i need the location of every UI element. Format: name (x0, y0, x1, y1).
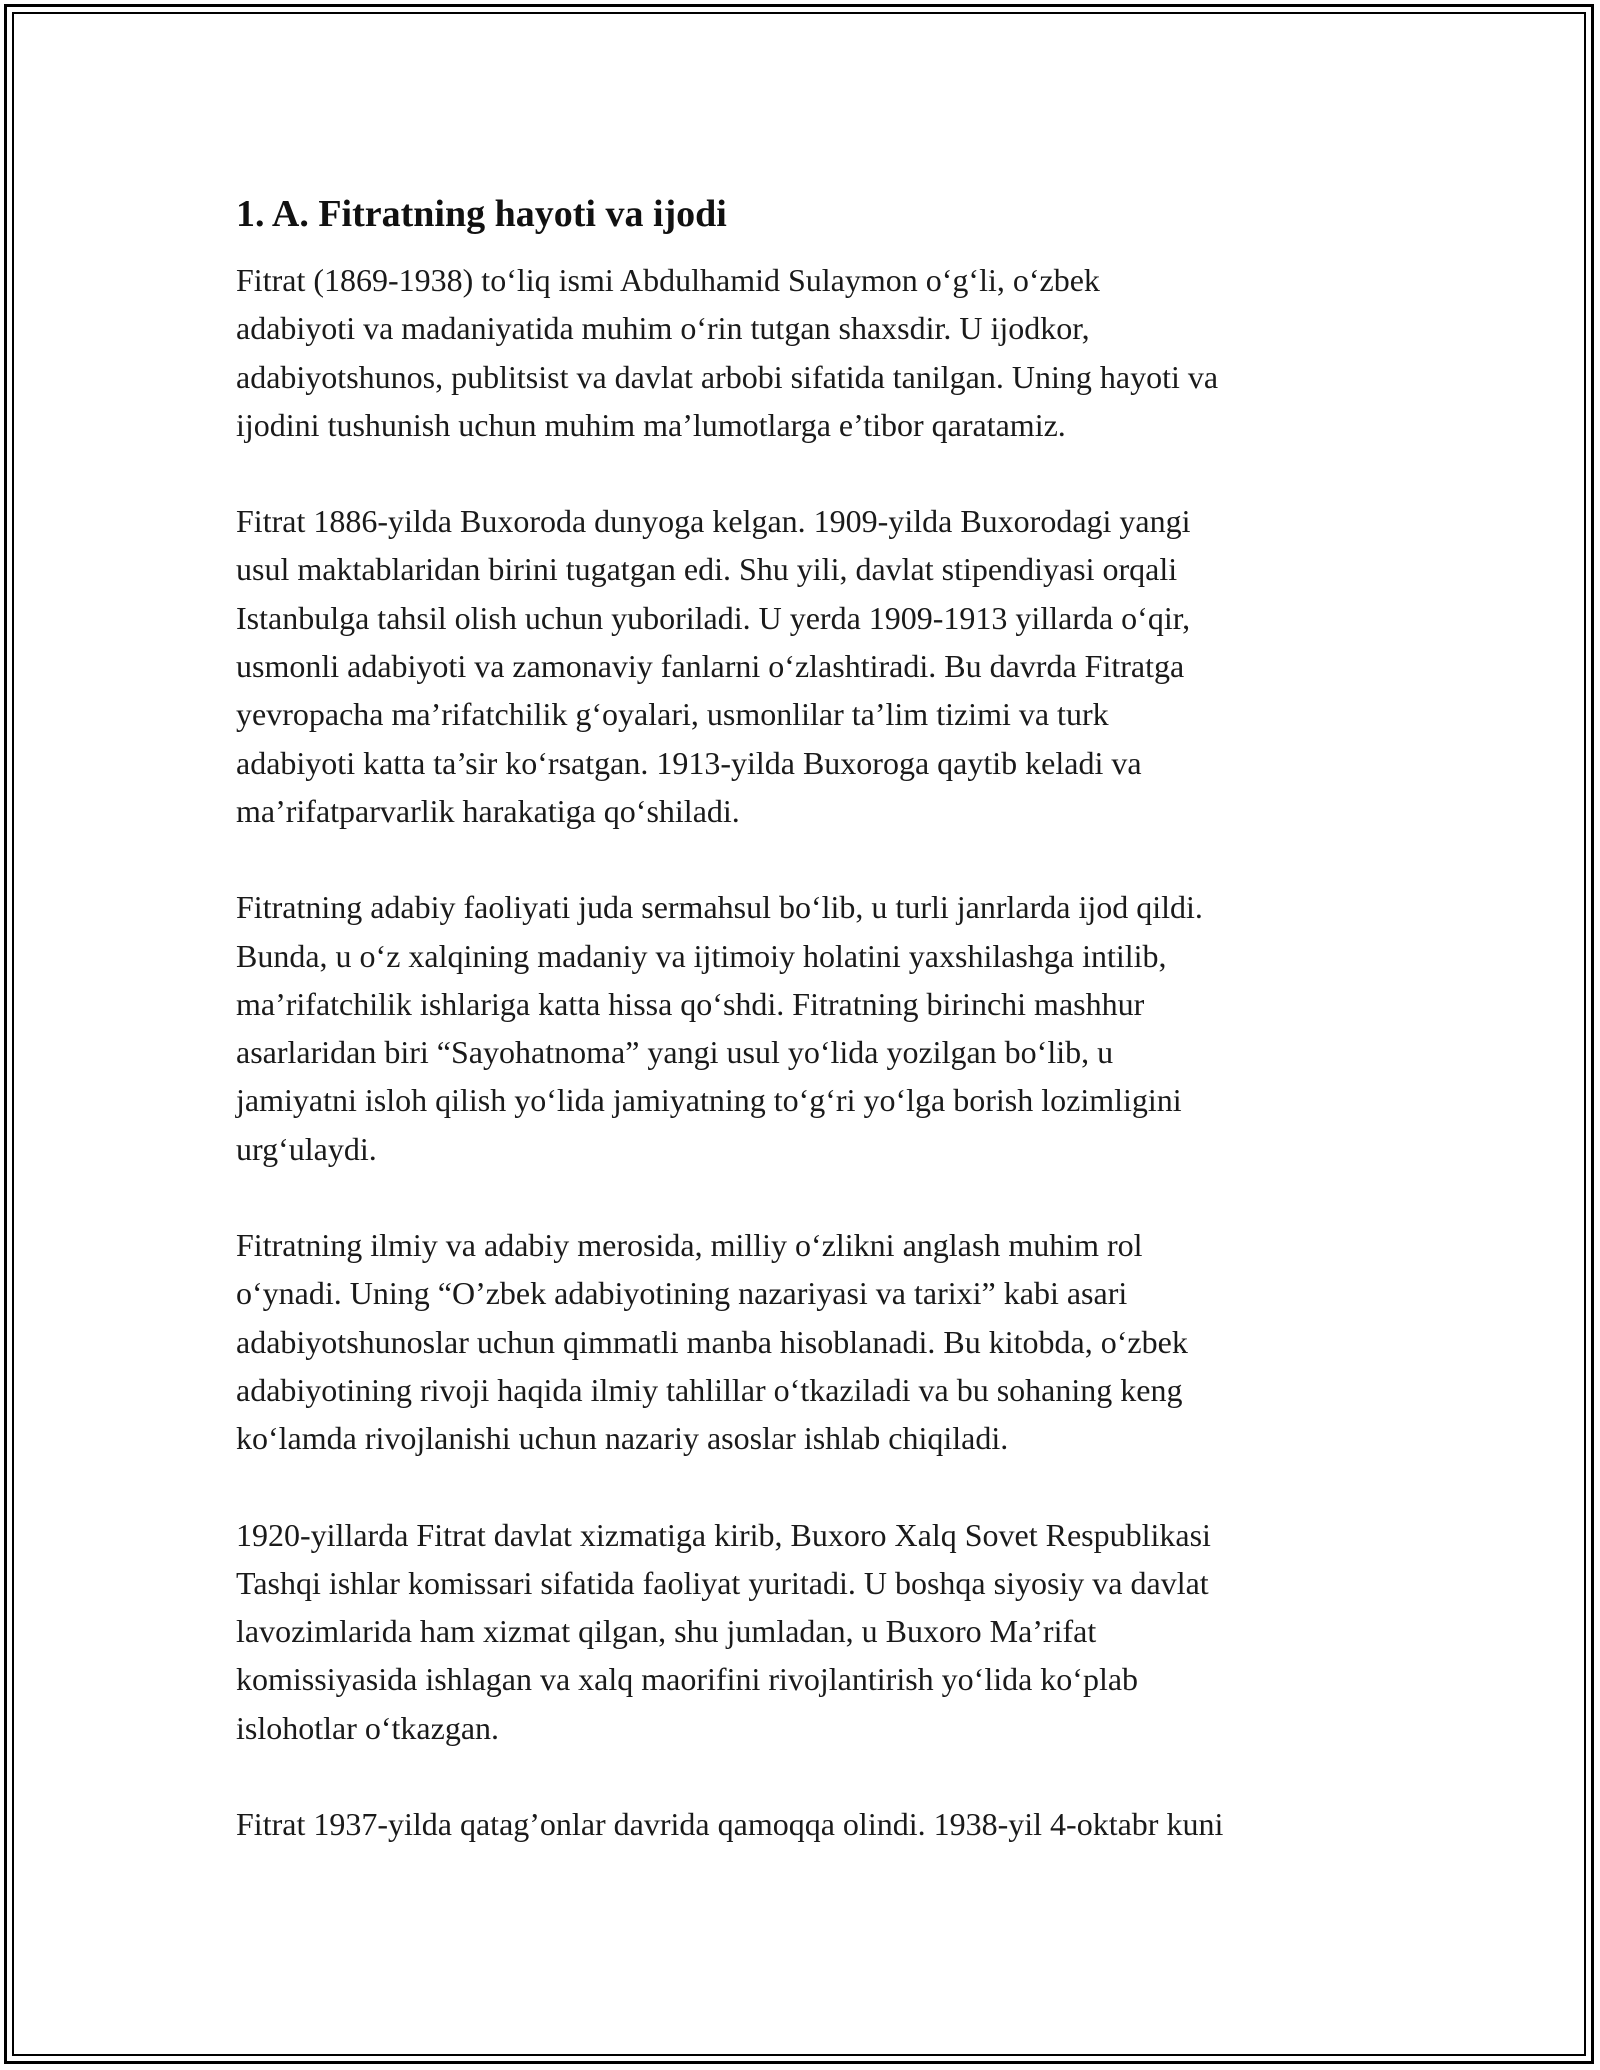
text-line: urg‘ulaydi. (236, 1130, 377, 1167)
text-line: yevropacha ma’rifatchilik g‘oyalari, usmonlilar ta’lim tizimi va turk (236, 696, 1109, 733)
text-line: Fitrat (1869-1938) to‘liq ismi Abdulhamid Sulaymon o‘g‘li, o‘zbek (236, 262, 1100, 298)
text-line: 1920-yillarda Fitrat davlat xizmatiga kirib, Buxoro Xalq Sovet Respublikasi (236, 1516, 1211, 1553)
text-line: adabiyotshunos, publitsist va davlat arbobi sifatida tanilgan. Uning hayoti va (236, 358, 1219, 395)
paragraph-1 (236, 256, 1386, 449)
text-line: ma’rifatparvarlik harakatiga qo‘shiladi. (236, 792, 740, 829)
text-line: o‘ynadi. Uning “O’zbek adabiyotining nazariyasi va tarixi” kabi asari (236, 1275, 1128, 1312)
text-line: Fitratning ilmiy va adabiy merosida, milliy o‘zlikni anglash muhim rol (236, 1227, 1143, 1264)
text-line: adabiyotining rivoji haqida ilmiy tahlillar o‘tkaziladi va bu sohaning keng (236, 1371, 1183, 1408)
paragraph-5 (236, 1511, 1386, 1752)
text-line: jamiyatni isloh qilish yo‘lida jamiyatning to‘g‘ri yo‘lga borish lozimligini (236, 1082, 1182, 1119)
text-line: Tashqi ishlar komissari sifatida faoliyat yuritadi. U boshqa siyosiy va davlat (236, 1564, 1209, 1601)
text-line: Fitrat 1886-yilda Buxoroda dunyoga kelgan. 1909-yilda Buxorodagi yangi (236, 503, 1191, 540)
text-line: usmonli adabiyoti va zamonaviy fanlarni o‘zlashtiradi. Bu davrda Fitratga (236, 648, 1185, 685)
paragraph-2 (236, 497, 1386, 835)
text-line: ko‘lamda rivojlanishi uchun nazariy asoslar ishlab chiqiladi. (236, 1420, 1009, 1457)
paragraph-3 (236, 883, 1386, 1173)
text-line: islohotlar o‘tkazgan. (236, 1709, 500, 1746)
section-heading: 1. A. Fitratning hayoti va ijodi (236, 193, 727, 235)
text-line: Istanbulga tahsil olish uchun yuboriladi. U yerda 1909-1913 yillarda o‘qir, (236, 599, 1191, 636)
text-line: adabiyoti katta ta’sir ko‘rsatgan. 1913-yilda Buxoroga qaytib keladi va (236, 744, 1142, 781)
text-line: usul maktablaridan birini tugatgan edi. Shu yili, davlat stipendiyasi orqali (236, 551, 1178, 588)
paragraph-6 (236, 1800, 1386, 1848)
text-line: ma’rifatchilik ishlariga katta hissa qo‘shdi. Fitratning birinchi mashhur (236, 985, 1145, 1022)
text-line: Fitratning adabiy faoliyati juda sermahsul bo‘lib, u turli janrlarda ijod qildi. (236, 889, 1203, 926)
text-line: adabiyoti va madaniyatida muhim o‘rin tutgan shaxsdir. U ijodkor, (236, 310, 1090, 347)
document-body (236, 188, 1386, 1896)
text-line: Bunda, u o‘z xalqining madaniy va ijtimoiy holatini yaxshilashga intilib, (236, 937, 1167, 974)
text-line: ijodini tushunish uchun muhim ma’lumotlarga e’tibor qaratamiz. (236, 406, 1066, 443)
text-line: Fitrat 1937-yilda qatag’onlar davrida qamoqqa olindi. 1938-yil 4-oktabr kuni (236, 1806, 1224, 1843)
text-line: komissiyasida ishlagan va xalq maorifini rivojlantirish yo‘lida ko‘plab (236, 1661, 1139, 1698)
text-line: adabiyotshunoslar uchun qimmatli manba hisoblanadi. Bu kitobda, o‘zbek (236, 1323, 1188, 1360)
text-line: asarlaridan biri “Sayohatnoma” yangi usul yo‘lida yozilgan bo‘lib, u (236, 1034, 1114, 1071)
paragraph-4 (236, 1221, 1386, 1462)
text-line: lavozimlarida ham xizmat qilgan, shu jumladan, u Buxoro Ma’rifat (236, 1613, 1097, 1650)
